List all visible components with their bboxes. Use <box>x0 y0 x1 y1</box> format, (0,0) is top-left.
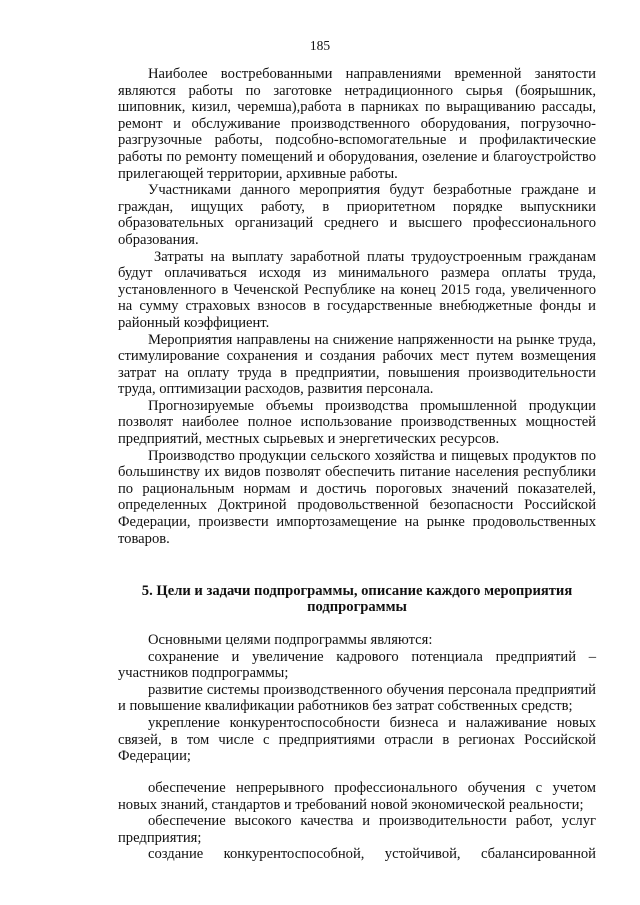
paragraph-goal-competitiveness: укрепление конкурентоспособности бизнеса и налаживание новых связей, в том числе с предприятиями отрасли в регионах Российской Федерации; <box>118 714 596 765</box>
paragraph-goals-intro: Основными целями подпрограммы являются: <box>148 632 433 648</box>
body-text-top <box>118 66 596 547</box>
paragraph-continuous-learning: обеспечение непрерывного профессионального обучения с учетом новых знаний, стандартов и требований новой экономической реальности; <box>118 780 596 813</box>
paragraph-measures-aim: Мероприятия направлены на снижение напряженности на рынке труда, стимулирование сохранения и создания рабочих мест путем возмещения затрат на оплату труда в предприятии, повышения производительности труда, оптимизации расходов, развития персонала. <box>118 331 596 398</box>
paragraph-quality: обеспечение высокого качества и производительности работ, услуг предприятия; <box>118 813 596 846</box>
section-heading-line2: подпрограммы <box>307 598 407 615</box>
paragraph-temporary-employment: Наиболее востребованными направлениями временной занятости являются работы по заготовке нетрадиционного сырья (боярышник, шиповник, кизил, черемша),работа в парниках по выращиванию рассады, ремонт и обслуживание производственного оборудования, погрузочно-разгрузочные работы, подсобно-вспомогательные и профилактические работы по ремонту помещений и оборудования, озеление и благоустройство прилегающей территории, архивные работы. <box>118 66 596 182</box>
body-text-bottom <box>118 780 596 863</box>
paragraph-forecast-volumes: Прогнозируемые объемы производства промышленной продукции позволят наиболее полное использование производственных мощностей предприятий, местных сырьевых и энергетических ресурсов. <box>118 397 596 448</box>
paragraph-participants: Участниками данного мероприятия будут безработные граждане и граждан, ищущих работу, в приоритетном порядке выпускники образовательных организаций среднего и высшего профессионального образования. <box>118 182 596 248</box>
page-number: 185 <box>309 38 331 53</box>
paragraph-goal-training: развитие системы производственного обучения персонала предприятий и повышение квалификации работников без затрат собственных средств; <box>118 681 596 715</box>
paragraph-agriculture-production: Производство продукции сельского хозяйства и пищевых продуктов по большинству их видов позволят обеспечить питание населения республики по рациональным нормам и достичь пороговых значений показателей, определенных Доктриной продовольственной безопасности Российской Федерации, произвести импортозамещение на рынке продовольственных товаров. <box>118 447 596 547</box>
paragraph-goal-staff: сохранение и увеличение кадрового потенциала предприятий – участников подпрограммы; <box>118 648 596 682</box>
paragraph-creation: создание конкурентоспособной, устойчивой, сбалансированной <box>148 846 596 863</box>
section-heading <box>118 584 596 615</box>
body-text-goals <box>118 632 596 765</box>
paragraph-wage-costs: Затраты на выплату заработной платы трудоустроенным гражданам будут оплачиваться исходя из минимального размера оплаты труда, установленного в Чеченской Республике на конец 2015 года, увеличенного на сумму страховых взносов в государственные внебюджетные фонды и районный коэффициент. <box>118 248 596 331</box>
section-heading-line1: 5. Цели и задачи подпрограммы, описание каждого мероприятия <box>141 583 573 599</box>
